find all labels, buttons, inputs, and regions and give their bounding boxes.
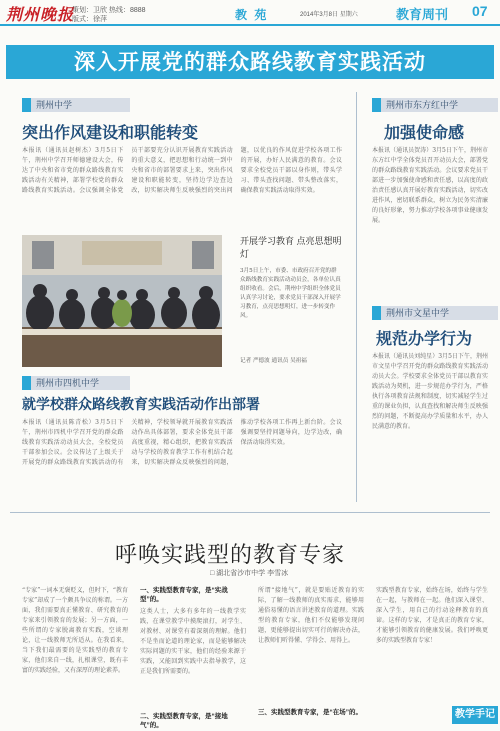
photo-caption	[240, 235, 342, 367]
feature-col2: 这类人士，大多有多年的一线教学实践，在课堂教学中摸爬滚打，对学生、对教材、对课堂有着深刻的理解。他们不是坐而论道的理论家，而是能够解决实际问题的实干家，他们的经验来源于实践，又能回到实践中去指导教学，这正是我们所需要的。	[140, 608, 246, 675]
feature-subhead-3: 三、实践型教育专家，是“在场”的。	[258, 709, 362, 716]
article2-title: 就学校群众路线教育实践活动作出部署	[22, 397, 260, 413]
editor-line: 策划：卫欣 热线：8888	[72, 7, 146, 14]
feature-subhead-2: 二、实践型教育专家，是“接地气”的。	[140, 713, 228, 729]
photo-caption-text: 3月5日上午，市委、市政府召开党的群众路线教育实践活动动员会，各单位认真组织收看。会后，荆州中学组织全体党员认真学习讨论，要求党员干部深入开展学习教育，点亮思想明灯，进一步转变作风。	[240, 268, 341, 319]
issue-date: 2014年3月8日 星期六	[300, 12, 358, 18]
article2-body: 本报讯（通讯员陈青松）3月5日下午，荆州市四机中学召开党的群众路线教育实践活动动员大会，全校党员干部参加会议。会议传达了上级关于开展党的群众路线教育实践活动的有关精神，学校领导就开展教育实践活动作出具体部署，要求全体党员干部高度重视，精心组织，把教育实践活动与学校的教育教学工作有机结合起来，切实解决群众反映强烈的问题，推动学校各项工作再上新台阶。会议强调要坚持问题导向，边学边改，确保活动取得实效。	[22, 419, 342, 466]
photo-credit: 记者 严德波 通讯员 吴祖福	[240, 358, 307, 364]
meeting-photo	[22, 235, 222, 367]
feature-col4: 实践型教育专家，始终在场，始终与学生在一起，与教师在一起。他们深入课堂、深入学生，用自己的行动诠释教育的真谛。这样的专家，才是真正的教育专家，才能够引领教育的健康发展。我们呼唤更多的实践型教育专家！	[376, 587, 488, 644]
teaching-notes-badge: 教学手记	[452, 706, 498, 724]
section-name: 教 苑	[235, 8, 269, 22]
article3-title: 加强使命感	[384, 123, 465, 142]
page-number: 07	[472, 3, 488, 19]
article1-body: 本报讯（通讯员赵树杰）3月5日下午，荆州中学召开师德建设大会，传达了中央和省市党的群众路线教育实践活动有关精神，部署学校党的群众路线教育实践活动。会议强调全体党员干部要充分认识开展教育实践活动的重大意义，把思想和行动统一到中央和省市的部署要求上来，突出作风建设和职能转变，坚持边学边查边改，切实解决师生反映强烈的突出问题，以优良的作风促进学校各项工作的开展，办好人民满意的教育。会议要求全校党员干部以身作则，带头学习、带头查找问题、带头整改落实，确保教育实践活动取得实效。	[22, 147, 342, 194]
article3-body: 本报讯（通讯员贺涛）3月5日下午，荆州市东方红中学全体党员召开动员大会，部署党的群众路线教育实践活动。会议要求党员干部进一步加强使命感和责任感，以高度的政治责任感认真开展好教育实践活动，切实改进作风，密切联系群众，树立为民务实清廉的良好形象，努力推动学校各项事业健康发展。	[372, 147, 488, 224]
meeting-photo-image	[22, 235, 222, 367]
article1-title: 突出作风建设和职能转变	[22, 123, 199, 142]
article1-tag: 荆州中学	[22, 98, 130, 112]
topic-banner: 深入开展党的群众路线教育实践活动	[6, 45, 494, 79]
feature-col1: “专家”一词本无褒贬义，但时下，“教育专家”却成了一个颇具争议的称谓。一方面，我们需要真正懂教育、研究教育的专家来引领教育的发展；另一方面，一些所谓的专家脱离教育实践，空谈理论，让一线教师无所适从。在我看来，当下我们最需要的是实践型的教育专家，他们来自一线，扎根课堂，既有丰富的实践经验，又有深厚的理论素养。	[22, 587, 128, 674]
column-divider	[356, 92, 357, 502]
article2-tag: 荆州市四机中学	[22, 376, 130, 390]
weekly-title: 教育周刊	[396, 7, 449, 22]
feature-col2-wrap	[140, 586, 246, 730]
article4-tag: 荆州市文星中学	[372, 306, 498, 320]
feature-byline: □ 湖北省沙市中学 李雪冰	[210, 570, 289, 577]
newspaper-logo: 荆州晚报	[6, 5, 75, 24]
section-divider	[10, 512, 490, 513]
feature-title: 呼唤实践型的教育专家	[115, 543, 346, 568]
feature-col3: 所谓“接地气”，就是要贴近教育的实际，了解一线教师的真实需求，能够用通俗易懂的语言讲述教育的道理。实践型的教育专家，他们不仅能够发现问题，更能够提出切实可行的解决办法，让教师们听得懂、学得会、用得上。	[258, 587, 364, 644]
layout-line: 版式：徐萍	[72, 16, 107, 23]
header-rule	[0, 24, 500, 26]
photo-caption-title: 开展学习教育 点亮思想明灯	[240, 236, 342, 259]
article4-body: 本报讯（通讯员刘纯星）3月5日下午，荆州市文星中学召开党的群众路线教育实践活动动员大会。学校要求全体党员干部以教育实践活动为契机，进一步规范办学行为，严格执行各项教育法规和制度，切实减轻学生过重的课业负担，认真查找和解决师生反映强烈的问题，不断提高办学质量和水平，办人民满意的教育。	[372, 353, 488, 430]
article3-tag: 荆州市东方红中学	[372, 98, 498, 112]
article4-title: 规范办学行为	[376, 329, 473, 348]
feature-subhead-1: 一、实践型教育专家，是“实战型”的。	[140, 587, 228, 603]
feature-col3-wrap	[258, 586, 364, 717]
